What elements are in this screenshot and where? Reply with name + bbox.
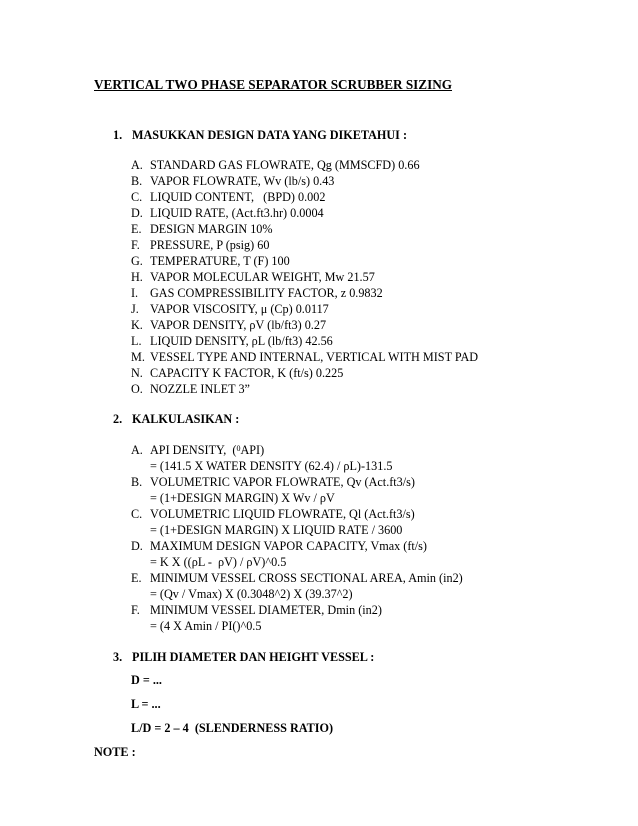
list-item bbox=[131, 254, 290, 269]
item-text: MAXIMUM DESIGN VAPOR CAPACITY, Vmax (ft/s) bbox=[150, 539, 427, 553]
item-letter: J. bbox=[131, 302, 139, 316]
item-letter: C. bbox=[131, 190, 143, 204]
item-letter: C. bbox=[131, 507, 143, 521]
item-text: VESSEL TYPE AND INTERNAL, VERTICAL WITH MIST PAD bbox=[150, 350, 479, 364]
degree-superscript: 0 bbox=[236, 444, 241, 453]
slenderness-line: L/D = 2 – 4 (SLENDERNESS RATIO) bbox=[131, 721, 334, 735]
list-item bbox=[131, 366, 343, 381]
item-letter: I. bbox=[131, 286, 139, 300]
item-text: MINIMUM VESSEL CROSS SECTIONAL AREA, Amin (in2) bbox=[150, 571, 463, 585]
section-1-title: MASUKKAN DESIGN DATA YANG DIKETAHUI : bbox=[132, 128, 408, 142]
item-text: VAPOR DENSITY, ρV (lb/ft3) 0.27 bbox=[150, 318, 327, 332]
formula-line: = (4 X Amin / PI()^0.5 bbox=[150, 619, 262, 633]
list-item bbox=[131, 475, 415, 490]
section-1-heading bbox=[113, 128, 407, 143]
item-text: GAS COMPRESSIBILITY FACTOR, z 0.9832 bbox=[150, 286, 383, 300]
item-text: LIQUID RATE, (Act.ft3.hr) 0.0004 bbox=[150, 206, 324, 220]
formula-line: = (Qv / Vmax) X (0.3048^2) X (39.37^2) bbox=[150, 587, 353, 601]
list-item bbox=[131, 206, 324, 221]
item-text: VAPOR VISCOSITY, μ (Cp) 0.0117 bbox=[150, 302, 329, 316]
item-text: TEMPERATURE, T (F) 100 bbox=[150, 254, 290, 268]
item-text: CAPACITY K FACTOR, K (ft/s) 0.225 bbox=[150, 366, 344, 380]
item-text: VAPOR FLOWRATE, Wv (lb/s) 0.43 bbox=[150, 174, 335, 188]
item-letter: F. bbox=[131, 603, 140, 617]
list-item bbox=[131, 222, 273, 237]
list-item bbox=[131, 571, 463, 586]
list-item bbox=[131, 238, 269, 253]
document-title: VERTICAL TWO PHASE SEPARATOR SCRUBBER SIZING bbox=[94, 77, 453, 92]
section-2-title: KALKULASIKAN : bbox=[132, 412, 240, 426]
list-item bbox=[131, 174, 334, 189]
list-item bbox=[131, 382, 250, 397]
section-1-number: 1. bbox=[113, 128, 123, 142]
list-item bbox=[131, 270, 375, 285]
list-item bbox=[131, 158, 420, 173]
item-letter: A. bbox=[131, 443, 143, 457]
section-3-heading bbox=[113, 650, 374, 665]
item-text: LIQUID CONTENT, (BPD) 0.002 bbox=[150, 190, 326, 204]
diameter-line: D = ... bbox=[131, 673, 162, 687]
formula-line: = (1+DESIGN MARGIN) X Wv / ρV bbox=[150, 491, 335, 505]
item-letter: A. bbox=[131, 158, 143, 172]
item-text bbox=[150, 443, 264, 458]
item-text: VAPOR MOLECULAR WEIGHT, Mw 21.57 bbox=[150, 270, 375, 284]
item-letter: L. bbox=[131, 334, 142, 348]
list-item bbox=[131, 539, 427, 554]
formula-line: = (141.5 X WATER DENSITY (62.4) / ρL)-131.5 bbox=[150, 459, 393, 473]
item-letter: E. bbox=[131, 571, 142, 585]
item-text: NOZZLE INLET 3” bbox=[150, 382, 250, 396]
item-text: VOLUMETRIC VAPOR FLOWRATE, Qv (Act.ft3/s) bbox=[150, 475, 415, 489]
list-item bbox=[131, 318, 326, 333]
formula-line: = (1+DESIGN MARGIN) X LIQUID RATE / 3600 bbox=[150, 523, 403, 537]
list-item bbox=[131, 334, 333, 349]
item-text: DESIGN MARGIN 10% bbox=[150, 222, 273, 236]
list-item bbox=[131, 443, 264, 458]
item-letter: B. bbox=[131, 475, 143, 489]
item-letter: B. bbox=[131, 174, 143, 188]
list-item bbox=[131, 302, 329, 317]
item-text: STANDARD GAS FLOWRATE, Qg (MMSCFD) 0.66 bbox=[150, 158, 420, 172]
list-item bbox=[131, 190, 325, 205]
list-item bbox=[131, 603, 382, 618]
item-text: LIQUID DENSITY, ρL (lb/ft3) 42.56 bbox=[150, 334, 333, 348]
item-text-before: API DENSITY, ( bbox=[150, 443, 237, 457]
section-2-heading bbox=[113, 412, 239, 427]
list-item bbox=[131, 350, 478, 365]
item-text-after: API) bbox=[240, 443, 265, 457]
length-line: L = ... bbox=[131, 697, 161, 711]
formula-line: = K X ((ρL - ρV) / ρV)^0.5 bbox=[150, 555, 287, 569]
item-text: PRESSURE, P (psig) 60 bbox=[150, 238, 270, 252]
section-3-title: PILIH DIAMETER DAN HEIGHT VESSEL : bbox=[132, 650, 375, 664]
section-2-number: 2. bbox=[113, 412, 123, 426]
item-letter: M. bbox=[131, 350, 145, 364]
note-label: NOTE : bbox=[94, 745, 136, 759]
item-letter: F. bbox=[131, 238, 140, 252]
item-text: VOLUMETRIC LIQUID FLOWRATE, Ql (Act.ft3/s) bbox=[150, 507, 415, 521]
item-letter: G. bbox=[131, 254, 143, 268]
item-letter: D. bbox=[131, 206, 143, 220]
item-letter: N. bbox=[131, 366, 143, 380]
item-letter: D. bbox=[131, 539, 143, 553]
item-text: MINIMUM VESSEL DIAMETER, Dmin (in2) bbox=[150, 603, 382, 617]
item-letter: K. bbox=[131, 318, 143, 332]
list-item bbox=[131, 286, 383, 301]
section-3-number: 3. bbox=[113, 650, 123, 664]
item-letter: E. bbox=[131, 222, 142, 236]
item-letter: O. bbox=[131, 382, 143, 396]
item-letter: H. bbox=[131, 270, 143, 284]
list-item bbox=[131, 507, 415, 522]
